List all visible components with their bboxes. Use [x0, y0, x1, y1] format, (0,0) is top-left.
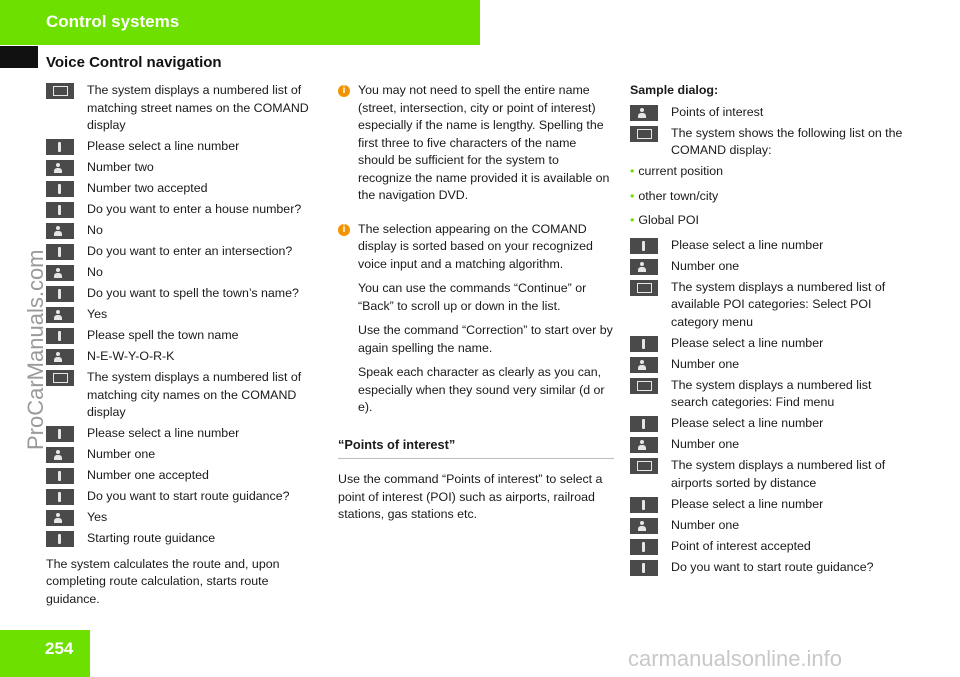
- dialog-row: [46, 264, 324, 282]
- info-icon: i: [338, 85, 350, 97]
- dialog-row: [46, 327, 324, 345]
- dialog-row: [46, 159, 324, 177]
- dialog-text: Starting route guidance: [87, 531, 216, 545]
- user-icon: [46, 265, 74, 281]
- user-icon: [46, 349, 74, 365]
- system-icon: [46, 202, 74, 218]
- dialog-row: [46, 180, 324, 198]
- system-icon: [46, 181, 74, 197]
- system-icon: [630, 416, 658, 432]
- dialog-row: [630, 496, 912, 514]
- user-icon: [46, 223, 74, 239]
- system-icon: [630, 336, 658, 352]
- dialog-row: [46, 369, 324, 422]
- dialog-row: [630, 258, 912, 276]
- dialog-text: The system displays a numbered list search categories: Find menu: [671, 377, 872, 409]
- info-icon: i: [338, 224, 350, 236]
- system-icon: [46, 328, 74, 344]
- system-icon: [46, 139, 74, 155]
- bullet-text: Global POI: [638, 213, 699, 227]
- chapter-title: Control systems: [46, 12, 180, 31]
- bullet-icon: •: [630, 164, 635, 178]
- dialog-text: Yes: [87, 307, 108, 321]
- note-text: Speak each character as clearly as you can, especially when they sound very similar (d or e).: [358, 365, 605, 414]
- system-icon: [46, 468, 74, 484]
- dialog-row: [630, 436, 912, 454]
- dialog-list: [46, 82, 324, 548]
- user-icon: [630, 437, 658, 453]
- dialog-text: Please select a line number: [671, 335, 824, 350]
- dialog-text: Do you want to enter a house number?: [87, 202, 302, 216]
- dialog-text: Please select a line number: [87, 139, 240, 153]
- dialog-text: Yes: [87, 510, 108, 524]
- dialog-row: [630, 335, 912, 353]
- user-icon: [630, 259, 658, 275]
- dialog-text: The system displays a numbered list of available POI categories: Select POI category menu: [671, 279, 886, 329]
- system-icon: [46, 244, 74, 260]
- dialog-row: [46, 530, 324, 548]
- route-paragraph: The system calculates the route and, upon completing route calculation, starts route guidance.: [46, 556, 280, 606]
- bullet-icon: •: [630, 213, 635, 227]
- dialog-text: The system displays a numbered list of airports sorted by distance: [671, 458, 886, 490]
- dialog-text: Number one: [671, 517, 740, 532]
- user-icon: [46, 307, 74, 323]
- column-3: [630, 82, 912, 580]
- display-icon: [46, 370, 74, 386]
- note-text: You may not need to spell the entire name (street, intersection, city or point of interest) especially if the name is lengthy. Spelling the first three to five characters of the name should be sufficient for the system to recognize the name provided it is available on the navigation DVD.: [358, 83, 610, 202]
- system-icon: [630, 497, 658, 513]
- dialog-row: [46, 285, 324, 303]
- dialog-text: Number one: [87, 447, 156, 461]
- section-tab-marker: [0, 46, 38, 68]
- page-number: 254: [45, 639, 74, 658]
- system-icon: [630, 560, 658, 576]
- dialog-list: [630, 237, 912, 577]
- dialog-text: Point of interest accepted: [671, 538, 811, 553]
- dialog-row: [46, 425, 324, 443]
- note-text: Use the command “Correction” to start over by again spelling the name.: [358, 323, 613, 355]
- user-icon: [630, 518, 658, 534]
- dialog-text: Please select a line number: [671, 496, 824, 511]
- dialog-row: [46, 222, 324, 240]
- display-icon: [630, 458, 658, 474]
- dialog-row: [46, 82, 324, 135]
- dialog-row: [630, 415, 912, 433]
- dialog-row: [46, 488, 324, 506]
- dialog-row: [46, 243, 324, 261]
- dialog-row: [630, 356, 912, 374]
- dialog-row: [46, 138, 324, 156]
- dialog-row: [630, 279, 912, 332]
- dialog-text: Please select a line number: [87, 426, 240, 440]
- dialog-row: [46, 509, 324, 527]
- display-icon: [46, 83, 74, 99]
- section-title: Voice Control navigation: [46, 54, 222, 71]
- column-2: [338, 82, 614, 524]
- dialog-row: [46, 348, 324, 366]
- bullet-text: current position: [638, 164, 724, 178]
- dialog-row: [630, 125, 912, 160]
- dialog-text: The system displays a numbered list of matching city names on the COMAND display: [87, 370, 302, 419]
- dialog-text: Do you want to spell the town’s name?: [87, 286, 299, 300]
- dialog-text: No: [87, 223, 103, 237]
- dialog-text: The system displays a numbered list of matching street names on the COMAND display: [87, 83, 309, 132]
- system-icon: [46, 531, 74, 547]
- bullet-list: [630, 163, 912, 230]
- dialog-row: [630, 457, 912, 492]
- bullet-item: [630, 163, 912, 181]
- dialog-row: [630, 237, 912, 255]
- dialog-row: [46, 467, 324, 485]
- dialog-row: [46, 201, 324, 219]
- dialog-text: Number two accepted: [87, 181, 208, 195]
- dialog-row: [46, 306, 324, 324]
- dialog-row: [630, 104, 912, 122]
- dialog-text: Number one: [671, 356, 740, 371]
- dialog-text: Number one: [671, 258, 740, 273]
- dialog-text: Do you want to enter an intersection?: [87, 244, 293, 258]
- dialog-row: [630, 377, 912, 412]
- dialog-row: [630, 559, 912, 577]
- system-icon: [46, 489, 74, 505]
- sample-dialog-heading: Sample dialog:: [630, 83, 719, 97]
- user-icon: [46, 510, 74, 526]
- dialog-text: Points of interest: [671, 104, 764, 119]
- dialog-text: Number two: [87, 160, 154, 174]
- system-icon: [46, 286, 74, 302]
- dialog-row: [46, 446, 324, 464]
- poi-body: Use the command “Points of interest” to select a point of interest (POI) such as airports, railroad stations, gas stations etc.: [338, 472, 603, 521]
- user-icon: [630, 105, 658, 121]
- page-number-box: [0, 630, 90, 677]
- dialog-text: Please select a line number: [671, 237, 824, 252]
- note-text: You can use the commands “Continue” or “Back” to scroll up or down in the list.: [358, 281, 587, 313]
- dialog-text: Number one: [671, 437, 740, 451]
- user-icon: [46, 160, 74, 176]
- dialog-row: [630, 517, 912, 535]
- dialog-list: [630, 104, 912, 160]
- dialog-text: N-E-W-Y-O-R-K: [87, 349, 175, 363]
- user-icon: [46, 447, 74, 463]
- dialog-text: Do you want to start route guidance?: [87, 489, 290, 503]
- display-icon: [630, 126, 658, 142]
- note-text: The selection appearing on the COMAND display is sorted based on your recognized voice input and a matching algorithm.: [358, 221, 593, 271]
- system-icon: [46, 426, 74, 442]
- system-icon: [630, 238, 658, 254]
- display-icon: [630, 280, 658, 296]
- dialog-text: The system shows the following list on the COMAND display:: [671, 125, 903, 157]
- dialog-row: [630, 538, 912, 556]
- info-note: [338, 82, 614, 212]
- header-bar: [0, 0, 480, 45]
- dialog-text: Do you want to start route guidance?: [671, 559, 874, 574]
- dialog-text: Please select a line number: [671, 416, 824, 430]
- bottom-watermark: carmanualsonline.info: [628, 646, 843, 671]
- system-icon: [630, 539, 658, 555]
- dialog-text: No: [87, 265, 103, 279]
- side-watermark: ProCarManuals.com: [23, 249, 48, 450]
- dialog-text: Please spell the town name: [87, 328, 239, 342]
- dialog-text: Number one accepted: [87, 468, 209, 482]
- column-1: [46, 82, 324, 608]
- poi-subheading: “Points of interest”: [338, 436, 614, 460]
- bullet-icon: •: [630, 188, 635, 203]
- bullet-item: [630, 212, 912, 230]
- user-icon: [630, 357, 658, 373]
- bullet-text: other town/city: [638, 188, 719, 203]
- bullet-item: [630, 188, 912, 206]
- info-note: [338, 221, 614, 424]
- display-icon: [630, 378, 658, 394]
